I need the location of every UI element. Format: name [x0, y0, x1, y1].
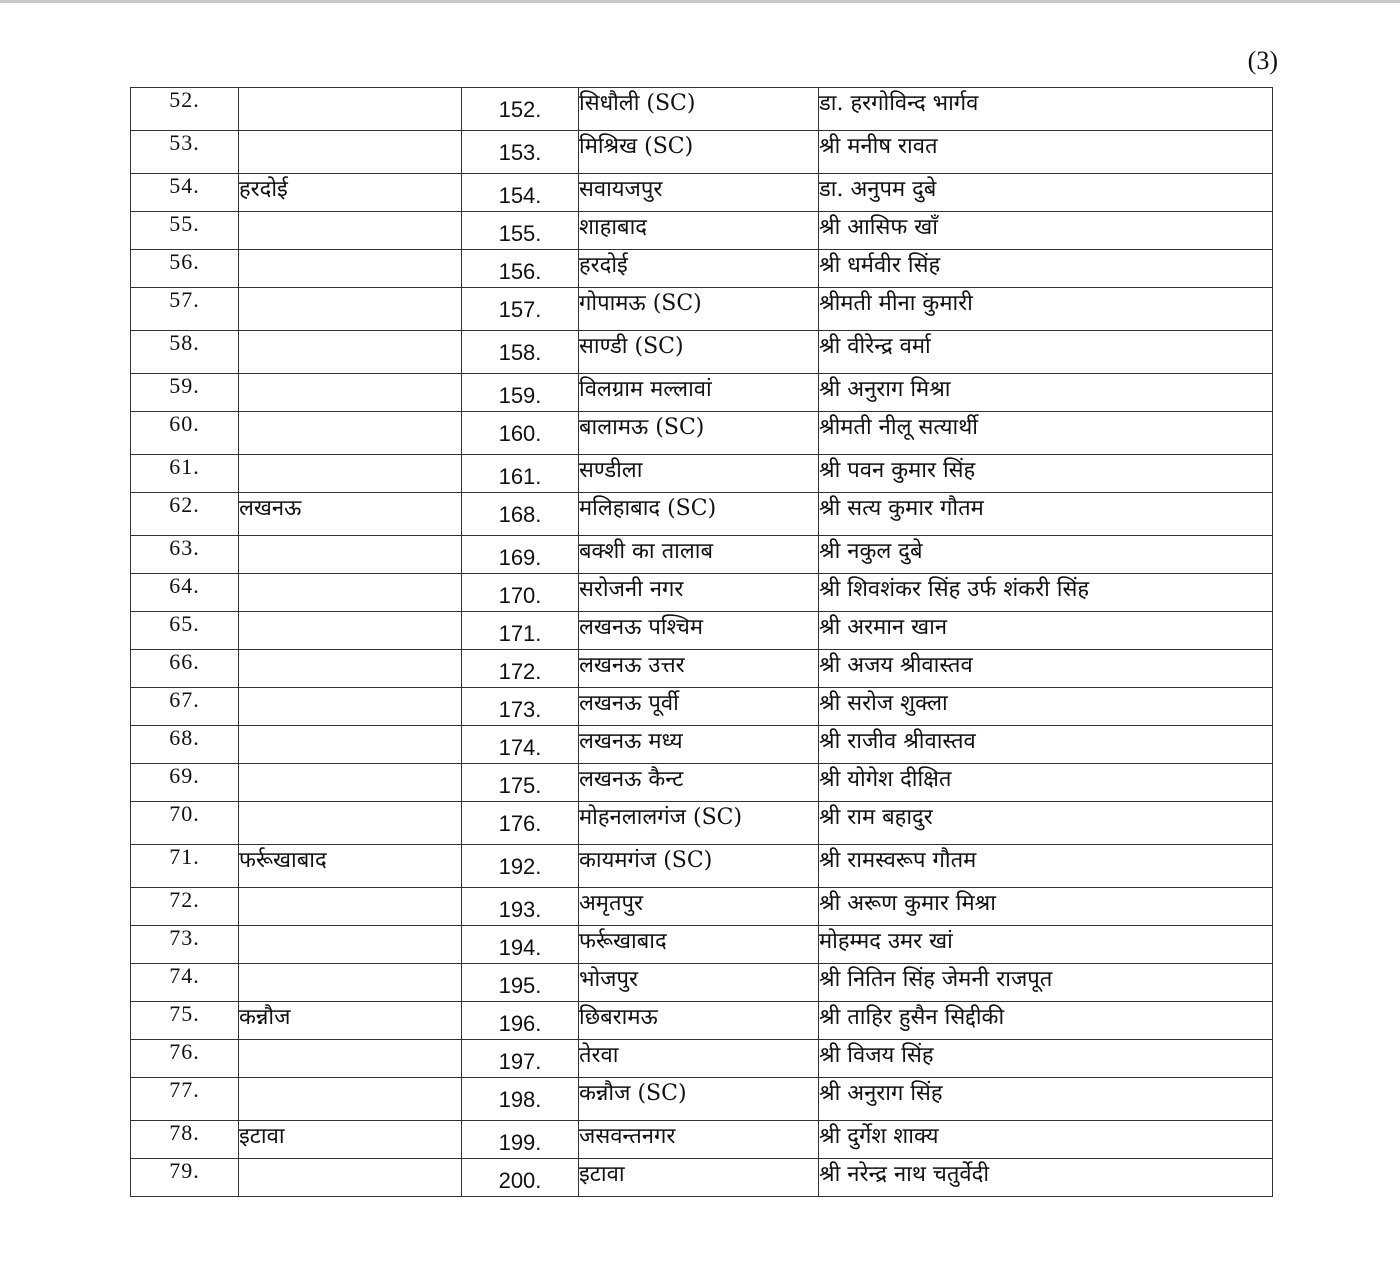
constituency-name-cell: [579, 650, 819, 688]
constituency-name-cell: [579, 845, 819, 888]
district-cell: [239, 412, 462, 455]
candidate-name-cell: [819, 650, 1273, 688]
candidate-name-cell: [819, 131, 1273, 174]
constituency-name-text: लखनऊ मध्य: [579, 729, 683, 754]
district-text: हरदोई: [239, 177, 288, 202]
table-row: [131, 174, 1273, 212]
constituency-name-text: सिधौली (SC): [579, 91, 696, 116]
top-border-line: [0, 0, 1400, 3]
candidate-name-cell: [819, 493, 1273, 536]
constituency-number-cell: [462, 412, 579, 455]
constituency-name-cell: [579, 888, 819, 926]
district-cell: [239, 650, 462, 688]
district-text: फर्रूखाबाद: [239, 848, 327, 873]
serial-number-cell: [131, 1121, 239, 1159]
district-text: लखनऊ: [239, 496, 302, 521]
constituency-name-cell: [579, 802, 819, 845]
constituency-number-text: 174.: [498, 735, 542, 760]
constituency-name-text: कन्नौज (SC): [579, 1081, 687, 1106]
table-row: [131, 802, 1273, 845]
candidate-name-text: श्री सरोज शुक्ला: [819, 691, 948, 716]
candidate-name-cell: [819, 331, 1273, 374]
candidate-name-cell: [819, 288, 1273, 331]
serial-number-text: 61.: [169, 454, 200, 479]
serial-number-text: 62.: [169, 492, 200, 517]
constituency-number-text: 192.: [498, 854, 542, 879]
serial-number-text: 79.: [169, 1158, 200, 1183]
serial-number-cell: [131, 412, 239, 455]
constituency-number-cell: [462, 802, 579, 845]
serial-number-cell: [131, 536, 239, 574]
constituency-number-text: 193.: [498, 897, 542, 922]
constituency-name-cell: [579, 88, 819, 131]
serial-number-cell: [131, 374, 239, 412]
constituency-number-cell: [462, 212, 579, 250]
table-row: [131, 288, 1273, 331]
constituency-number-text: 199.: [498, 1130, 542, 1155]
district-cell: [239, 888, 462, 926]
constituency-number-cell: [462, 493, 579, 536]
constituency-name-text: कायमगंज (SC): [579, 848, 713, 873]
constituency-number-cell: [462, 726, 579, 764]
district-cell: [239, 493, 462, 536]
constituency-name-text: लखनऊ पूर्वी: [579, 691, 679, 716]
constituency-name-cell: [579, 926, 819, 964]
table-row: [131, 845, 1273, 888]
constituency-name-cell: [579, 1121, 819, 1159]
serial-number-cell: [131, 726, 239, 764]
serial-number-text: 57.: [169, 287, 200, 312]
candidate-name-text: डा. अनुपम दुबे: [819, 177, 937, 202]
serial-number-text: 63.: [169, 535, 200, 560]
constituency-number-text: 194.: [498, 935, 542, 960]
serial-number-cell: [131, 845, 239, 888]
candidate-name-text: श्री सत्य कुमार गौतम: [819, 496, 984, 521]
candidate-name-cell: [819, 802, 1273, 845]
constituency-number-text: 156.: [498, 259, 542, 284]
constituency-number-cell: [462, 888, 579, 926]
candidate-name-text: श्री नकुल दुबे: [819, 539, 923, 564]
district-cell: [239, 455, 462, 493]
serial-number-text: 52.: [169, 87, 200, 112]
district-text: कन्नौज: [239, 1005, 291, 1030]
constituency-name-cell: [579, 212, 819, 250]
serial-number-text: 68.: [169, 725, 200, 750]
serial-number-text: 76.: [169, 1039, 200, 1064]
candidate-name-text: श्री दुर्गेश शाक्य: [819, 1124, 939, 1149]
constituency-number-text: 198.: [498, 1087, 542, 1112]
serial-number-text: 60.: [169, 411, 200, 436]
constituency-name-text: लखनऊ उत्तर: [579, 653, 685, 678]
table-row: [131, 493, 1273, 536]
serial-number-cell: [131, 764, 239, 802]
constituency-name-text: इटावा: [579, 1162, 625, 1187]
serial-number-cell: [131, 174, 239, 212]
constituency-name-cell: [579, 574, 819, 612]
candidate-name-text: श्री ताहिर हुसैन सिद्दीकी: [819, 1005, 1005, 1030]
table-row: [131, 764, 1273, 802]
constituency-name-text: तेरवा: [579, 1043, 619, 1068]
table-row: [131, 1002, 1273, 1040]
table-row: [131, 331, 1273, 374]
serial-number-cell: [131, 493, 239, 536]
district-cell: [239, 374, 462, 412]
constituency-name-cell: [579, 131, 819, 174]
constituency-name-cell: [579, 1078, 819, 1121]
constituency-name-text: सरोजनी नगर: [579, 577, 684, 602]
candidate-name-cell: [819, 536, 1273, 574]
serial-number-text: 53.: [169, 130, 200, 155]
constituency-number-cell: [462, 964, 579, 1002]
district-cell: [239, 174, 462, 212]
constituency-name-text: जसवन्तनगर: [579, 1124, 676, 1149]
constituency-name-text: लखनऊ कैन्ट: [579, 767, 684, 792]
serial-number-cell: [131, 250, 239, 288]
constituency-number-text: 195.: [498, 973, 542, 998]
candidate-name-text: श्रीमती मीना कुमारी: [819, 291, 973, 316]
constituency-number-cell: [462, 1159, 579, 1197]
district-cell: [239, 1159, 462, 1197]
district-cell: [239, 536, 462, 574]
serial-number-cell: [131, 131, 239, 174]
district-cell: [239, 131, 462, 174]
candidate-name-text: श्री राजीव श्रीवास्तव: [819, 729, 976, 754]
candidate-name-cell: [819, 574, 1273, 612]
district-cell: [239, 212, 462, 250]
constituency-number-text: 175.: [498, 773, 542, 798]
table-row: [131, 412, 1273, 455]
candidate-name-cell: [819, 845, 1273, 888]
constituency-name-text: अमृतपुर: [579, 891, 643, 916]
serial-number-text: 72.: [169, 887, 200, 912]
constituency-number-text: 157.: [498, 297, 542, 322]
constituency-number-text: 168.: [498, 502, 542, 527]
constituency-name-cell: [579, 374, 819, 412]
table-row: [131, 1159, 1273, 1197]
constituency-number-cell: [462, 131, 579, 174]
candidate-name-text: श्रीमती नीलू सत्यार्थी: [819, 415, 978, 440]
constituency-name-cell: [579, 688, 819, 726]
constituency-name-text: मलिहाबाद (SC): [579, 496, 717, 521]
candidate-list-body: [131, 88, 1273, 1197]
constituency-number-cell: [462, 845, 579, 888]
constituency-number-text: 153.: [498, 140, 542, 165]
constituency-number-text: 200.: [498, 1168, 542, 1193]
serial-number-cell: [131, 212, 239, 250]
candidate-name-cell: [819, 88, 1273, 131]
constituency-number-cell: [462, 688, 579, 726]
district-cell: [239, 88, 462, 131]
serial-number-cell: [131, 888, 239, 926]
serial-number-cell: [131, 88, 239, 131]
constituency-name-text: मिश्रिख (SC): [579, 134, 694, 159]
constituency-number-text: 155.: [498, 221, 542, 246]
candidate-name-text: श्री मनीष रावत: [819, 134, 938, 159]
constituency-name-text: छिबरामऊ: [579, 1005, 658, 1030]
constituency-number-text: 172.: [498, 659, 542, 684]
constituency-number-text: 196.: [498, 1011, 542, 1036]
constituency-name-cell: [579, 1159, 819, 1197]
constituency-name-cell: [579, 331, 819, 374]
serial-number-cell: [131, 612, 239, 650]
serial-number-text: 66.: [169, 649, 200, 674]
district-cell: [239, 1040, 462, 1078]
serial-number-cell: [131, 1159, 239, 1197]
table-row: [131, 574, 1273, 612]
table-row: [131, 536, 1273, 574]
constituency-number-cell: [462, 612, 579, 650]
candidate-name-text: श्री अनुराग सिंह: [819, 1081, 943, 1106]
serial-number-text: 58.: [169, 330, 200, 355]
constituency-number-cell: [462, 331, 579, 374]
serial-number-text: 73.: [169, 925, 200, 950]
candidate-name-cell: [819, 1159, 1273, 1197]
constituency-number-cell: [462, 1040, 579, 1078]
serial-number-cell: [131, 964, 239, 1002]
serial-number-cell: [131, 926, 239, 964]
candidate-name-text: श्री नितिन सिंह जेमनी राजपूत: [819, 967, 1053, 992]
district-cell: [239, 1078, 462, 1121]
constituency-number-text: 158.: [498, 340, 542, 365]
candidate-name-text: डा. हरगोविन्द भार्गव: [819, 91, 979, 116]
constituency-name-cell: [579, 964, 819, 1002]
constituency-number-text: 173.: [498, 697, 542, 722]
district-cell: [239, 250, 462, 288]
constituency-number-cell: [462, 650, 579, 688]
constituency-number-text: 160.: [498, 421, 542, 446]
constituency-number-text: 171.: [498, 621, 542, 646]
district-cell: [239, 964, 462, 1002]
candidate-name-text: श्री रामस्वरूप गौतम: [819, 848, 977, 873]
constituency-number-cell: [462, 288, 579, 331]
constituency-number-cell: [462, 1121, 579, 1159]
district-cell: [239, 726, 462, 764]
serial-number-text: 78.: [169, 1120, 200, 1145]
serial-number-text: 65.: [169, 611, 200, 636]
constituency-name-text: गोपामऊ (SC): [579, 291, 702, 316]
constituency-number-cell: [462, 764, 579, 802]
constituency-number-cell: [462, 1002, 579, 1040]
page-number: (3): [1247, 46, 1278, 75]
table-row: [131, 1040, 1273, 1078]
candidate-name-text: श्री धर्मवीर सिंह: [819, 253, 941, 278]
constituency-number-cell: [462, 1078, 579, 1121]
district-cell: [239, 1121, 462, 1159]
candidate-name-cell: [819, 250, 1273, 288]
serial-number-cell: [131, 1040, 239, 1078]
constituency-number-cell: [462, 174, 579, 212]
candidate-name-cell: [819, 926, 1273, 964]
serial-number-text: 54.: [169, 173, 200, 198]
serial-number-text: 55.: [169, 211, 200, 236]
constituency-number-text: 176.: [498, 811, 542, 836]
serial-number-cell: [131, 574, 239, 612]
constituency-name-cell: [579, 493, 819, 536]
candidate-name-cell: [819, 688, 1273, 726]
candidate-name-cell: [819, 212, 1273, 250]
candidate-name-text: श्री अरमान खान: [819, 615, 948, 640]
constituency-number-cell: [462, 455, 579, 493]
constituency-number-text: 197.: [498, 1049, 542, 1074]
district-cell: [239, 288, 462, 331]
candidate-name-cell: [819, 174, 1273, 212]
serial-number-cell: [131, 1002, 239, 1040]
constituency-name-text: बालामऊ (SC): [579, 415, 705, 440]
table-row: [131, 964, 1273, 1002]
constituency-name-text: भोजपुर: [579, 967, 638, 992]
candidate-list-table: [130, 87, 1273, 1197]
constituency-name-cell: [579, 726, 819, 764]
district-cell: [239, 1002, 462, 1040]
constituency-name-text: बक्शी का तालाब: [579, 539, 714, 564]
candidate-name-text: श्री वीरेन्द्र वर्मा: [819, 334, 931, 359]
constituency-name-text: सवायजपुर: [579, 177, 663, 202]
table-row: [131, 250, 1273, 288]
candidate-name-text: श्री विजय सिंह: [819, 1043, 934, 1068]
table-row: [131, 1121, 1273, 1159]
constituency-name-text: शाहाबाद: [579, 215, 647, 240]
table-row: [131, 726, 1273, 764]
constituency-number-text: 161.: [498, 464, 542, 489]
candidate-name-cell: [819, 726, 1273, 764]
table-row: [131, 926, 1273, 964]
candidate-name-text: श्री योगेश दीक्षित: [819, 767, 952, 792]
constituency-name-text: मोहनलालगंज (SC): [579, 805, 743, 830]
constituency-number-cell: [462, 536, 579, 574]
constituency-name-cell: [579, 455, 819, 493]
constituency-name-cell: [579, 612, 819, 650]
table-row: [131, 612, 1273, 650]
candidate-name-text: श्री अनुराग मिश्रा: [819, 377, 951, 402]
candidate-name-text: श्री पवन कुमार सिंह: [819, 458, 976, 483]
candidate-name-cell: [819, 1002, 1273, 1040]
district-text: इटावा: [239, 1124, 285, 1149]
serial-number-cell: [131, 688, 239, 726]
constituency-number-cell: [462, 88, 579, 131]
serial-number-cell: [131, 802, 239, 845]
constituency-name-text: फर्रूखाबाद: [579, 929, 667, 954]
constituency-number-text: 159.: [498, 383, 542, 408]
serial-number-cell: [131, 1078, 239, 1121]
serial-number-cell: [131, 288, 239, 331]
constituency-number-text: 152.: [498, 97, 542, 122]
candidate-name-text: मोहम्मद उमर खां: [819, 929, 953, 954]
candidate-name-cell: [819, 964, 1273, 1002]
constituency-name-text: विलग्राम मल्लावां: [579, 377, 712, 402]
candidate-name-cell: [819, 412, 1273, 455]
serial-number-text: 64.: [169, 573, 200, 598]
serial-number-text: 75.: [169, 1001, 200, 1026]
constituency-number-text: 169.: [498, 545, 542, 570]
serial-number-text: 70.: [169, 801, 200, 826]
constituency-number-cell: [462, 374, 579, 412]
constituency-name-cell: [579, 1040, 819, 1078]
constituency-number-cell: [462, 574, 579, 612]
candidate-name-text: श्री अजय श्रीवास्तव: [819, 653, 973, 678]
district-cell: [239, 612, 462, 650]
serial-number-cell: [131, 650, 239, 688]
table-row: [131, 888, 1273, 926]
candidate-name-cell: [819, 374, 1273, 412]
constituency-number-cell: [462, 250, 579, 288]
table-row: [131, 131, 1273, 174]
constituency-name-cell: [579, 536, 819, 574]
constituency-name-cell: [579, 1002, 819, 1040]
constituency-name-cell: [579, 174, 819, 212]
constituency-name-cell: [579, 250, 819, 288]
district-cell: [239, 845, 462, 888]
candidate-name-text: श्री नरेन्द्र नाथ चतुर्वेदी: [819, 1162, 990, 1187]
serial-number-text: 71.: [169, 844, 200, 869]
district-cell: [239, 331, 462, 374]
table-row: [131, 212, 1273, 250]
district-cell: [239, 574, 462, 612]
table-row: [131, 374, 1273, 412]
candidate-name-text: श्री अरूण कुमार मिश्रा: [819, 891, 996, 916]
serial-number-text: 69.: [169, 763, 200, 788]
candidate-name-cell: [819, 1121, 1273, 1159]
table-row: [131, 1078, 1273, 1121]
constituency-name-cell: [579, 288, 819, 331]
candidate-name-cell: [819, 612, 1273, 650]
constituency-number-cell: [462, 926, 579, 964]
serial-number-text: 56.: [169, 249, 200, 274]
candidate-name-cell: [819, 888, 1273, 926]
constituency-number-text: 170.: [498, 583, 542, 608]
candidate-name-text: श्री शिवशंकर सिंह उर्फ शंकरी सिंह: [819, 577, 1090, 602]
serial-number-text: 77.: [169, 1077, 200, 1102]
serial-number-text: 67.: [169, 687, 200, 712]
constituency-number-text: 154.: [498, 183, 542, 208]
table-row: [131, 455, 1273, 493]
district-cell: [239, 764, 462, 802]
district-cell: [239, 926, 462, 964]
candidate-name-cell: [819, 764, 1273, 802]
table-row: [131, 88, 1273, 131]
constituency-name-cell: [579, 764, 819, 802]
constituency-name-text: लखनऊ पश्चिम: [579, 615, 704, 640]
constituency-name-cell: [579, 412, 819, 455]
district-cell: [239, 802, 462, 845]
serial-number-text: 74.: [169, 963, 200, 988]
serial-number-text: 59.: [169, 373, 200, 398]
candidate-name-cell: [819, 1040, 1273, 1078]
district-cell: [239, 688, 462, 726]
constituency-name-text: साण्डी (SC): [579, 334, 684, 359]
candidate-name-cell: [819, 1078, 1273, 1121]
table-row: [131, 650, 1273, 688]
candidate-name-text: श्री आसिफ खाँ: [819, 215, 938, 240]
constituency-name-text: हरदोई: [579, 253, 628, 278]
serial-number-cell: [131, 331, 239, 374]
candidate-name-text: श्री राम बहादुर: [819, 805, 933, 830]
constituency-name-text: सण्डीला: [579, 458, 643, 483]
serial-number-cell: [131, 455, 239, 493]
table-row: [131, 688, 1273, 726]
candidate-name-cell: [819, 455, 1273, 493]
